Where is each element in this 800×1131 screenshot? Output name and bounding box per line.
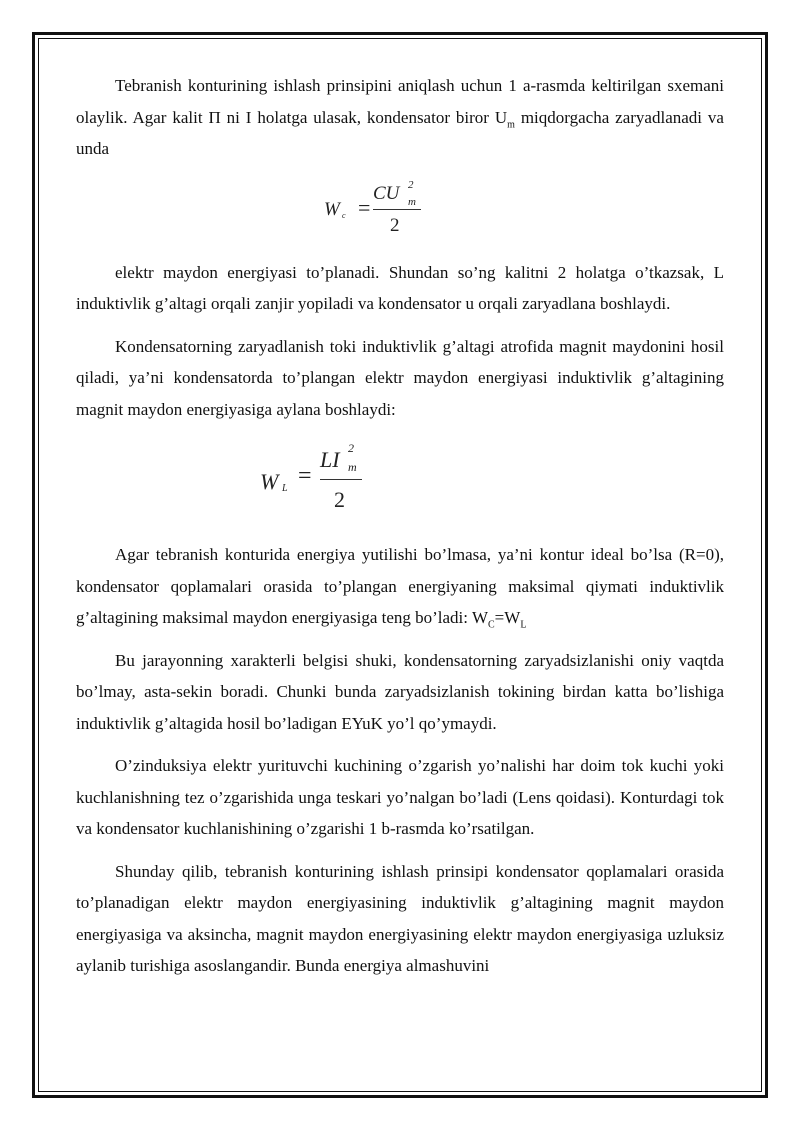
document-body [76,70,724,982]
paragraph-5: Bu jarayonning xarakterli belgisi shuki, kondensatorning zaryadsizlanishi oniy vaqtda bo’lmay, asta-sekin boradi. Chunki bunda zaryadsizlanish tokining birdan katta bo’lishiga induktivlik g’altagida hosil bo’ladigan EYuK yo’l qo’ymaydi. [76,650,724,733]
paragraph-2: elektr maydon energiyasi to’planadi. Shundan so’ng kalitni 2 holatga o’tkazsak, L induktivlik g’altagi orqali zanjir yopiladi va kondensator u orqali zaryadlana boshlaydi. [76,262,724,313]
paragraph-1: Tebranish konturining ishlash prinsipini aniqlash uchun 1 a-rasmda keltirilgan sxemani olaylik. Agar kalit Π ni I holatga ulasak, kondensator biror $U_m$ miqdorgacha zaryadlanadi va unda [76,76,724,158]
formula1-numerator: CU [373,182,400,204]
formula1-exponent: 2 [408,178,414,191]
formula1-subscript: m [408,195,416,208]
formula1-fraction-bar [373,209,421,210]
subscript-m: m [507,118,515,130]
formula2-exponent: 2 [348,441,354,455]
formula2-fraction-bar [320,479,362,480]
subscript-c: C [488,619,495,631]
formula1-lhs-sub: c [342,210,346,220]
formula-magnetic-energy [76,425,724,539]
formula1-equals: = [358,194,371,220]
formula2-lhs: W [260,469,279,494]
paragraph-7: Shunday qilib, tebranish konturining ishlash prinsipi kondensator qoplamalari orasida to’planadigan elektr maydon energiyasining induktivlik g’altagining magnit maydon energiyasiga va aksincha, magnit maydon energiyasining elektr maydon energiyasiga uzluksiz aylanib turishiga asoslangandir. Bunda energiya almashuvini [76,861,724,975]
formula2-numerator: LI [320,447,340,472]
formula2-denominator: 2 [334,487,345,512]
subscript-l: L [520,619,527,631]
paragraph-3: Kondensatorning zaryadlanish toki induktivlik g’altagi atrofida magnit maydonini hosil qiladi, ya’ni kondensatorda to’plangan elektr maydon energiyasi induktivlik g’altagining magnit maydon energiyasiga aylana boshlaydi: [76,336,724,419]
paragraph-4: Agar tebranish konturida energiya yutilishi bo’lmasa, ya’ni kontur ideal bo’lsa (R=0), kondensator qoplamalari orasida to’plangan energiyaning maksimal qiymati induktivlik g’altagining maksimal maydon energiyasiga teng bo’ladi: $W_C=W_L$ [76,545,724,631]
formula-electric-energy [76,165,724,257]
formula2-equals: = [298,463,312,489]
paragraph-6: O’zinduksiya elektr yurituvchi kuchining o’zgarish yo’nalishi har doim tok kuchi yoki kuchlanishning tez o’zgarishida unga teskari yo’nalgan bo’ladi (Lens qoidasi). Konturdagi tok va kondensator kuchlanishining o’zgarishi 1 b-rasmda ko’rsatilgan. [76,756,724,838]
formula2-lhs-sub: L [282,483,288,494]
formula2-subscript: m [348,460,357,474]
formula1-lhs: W [324,198,340,220]
formula1-denominator: 2 [390,214,400,236]
